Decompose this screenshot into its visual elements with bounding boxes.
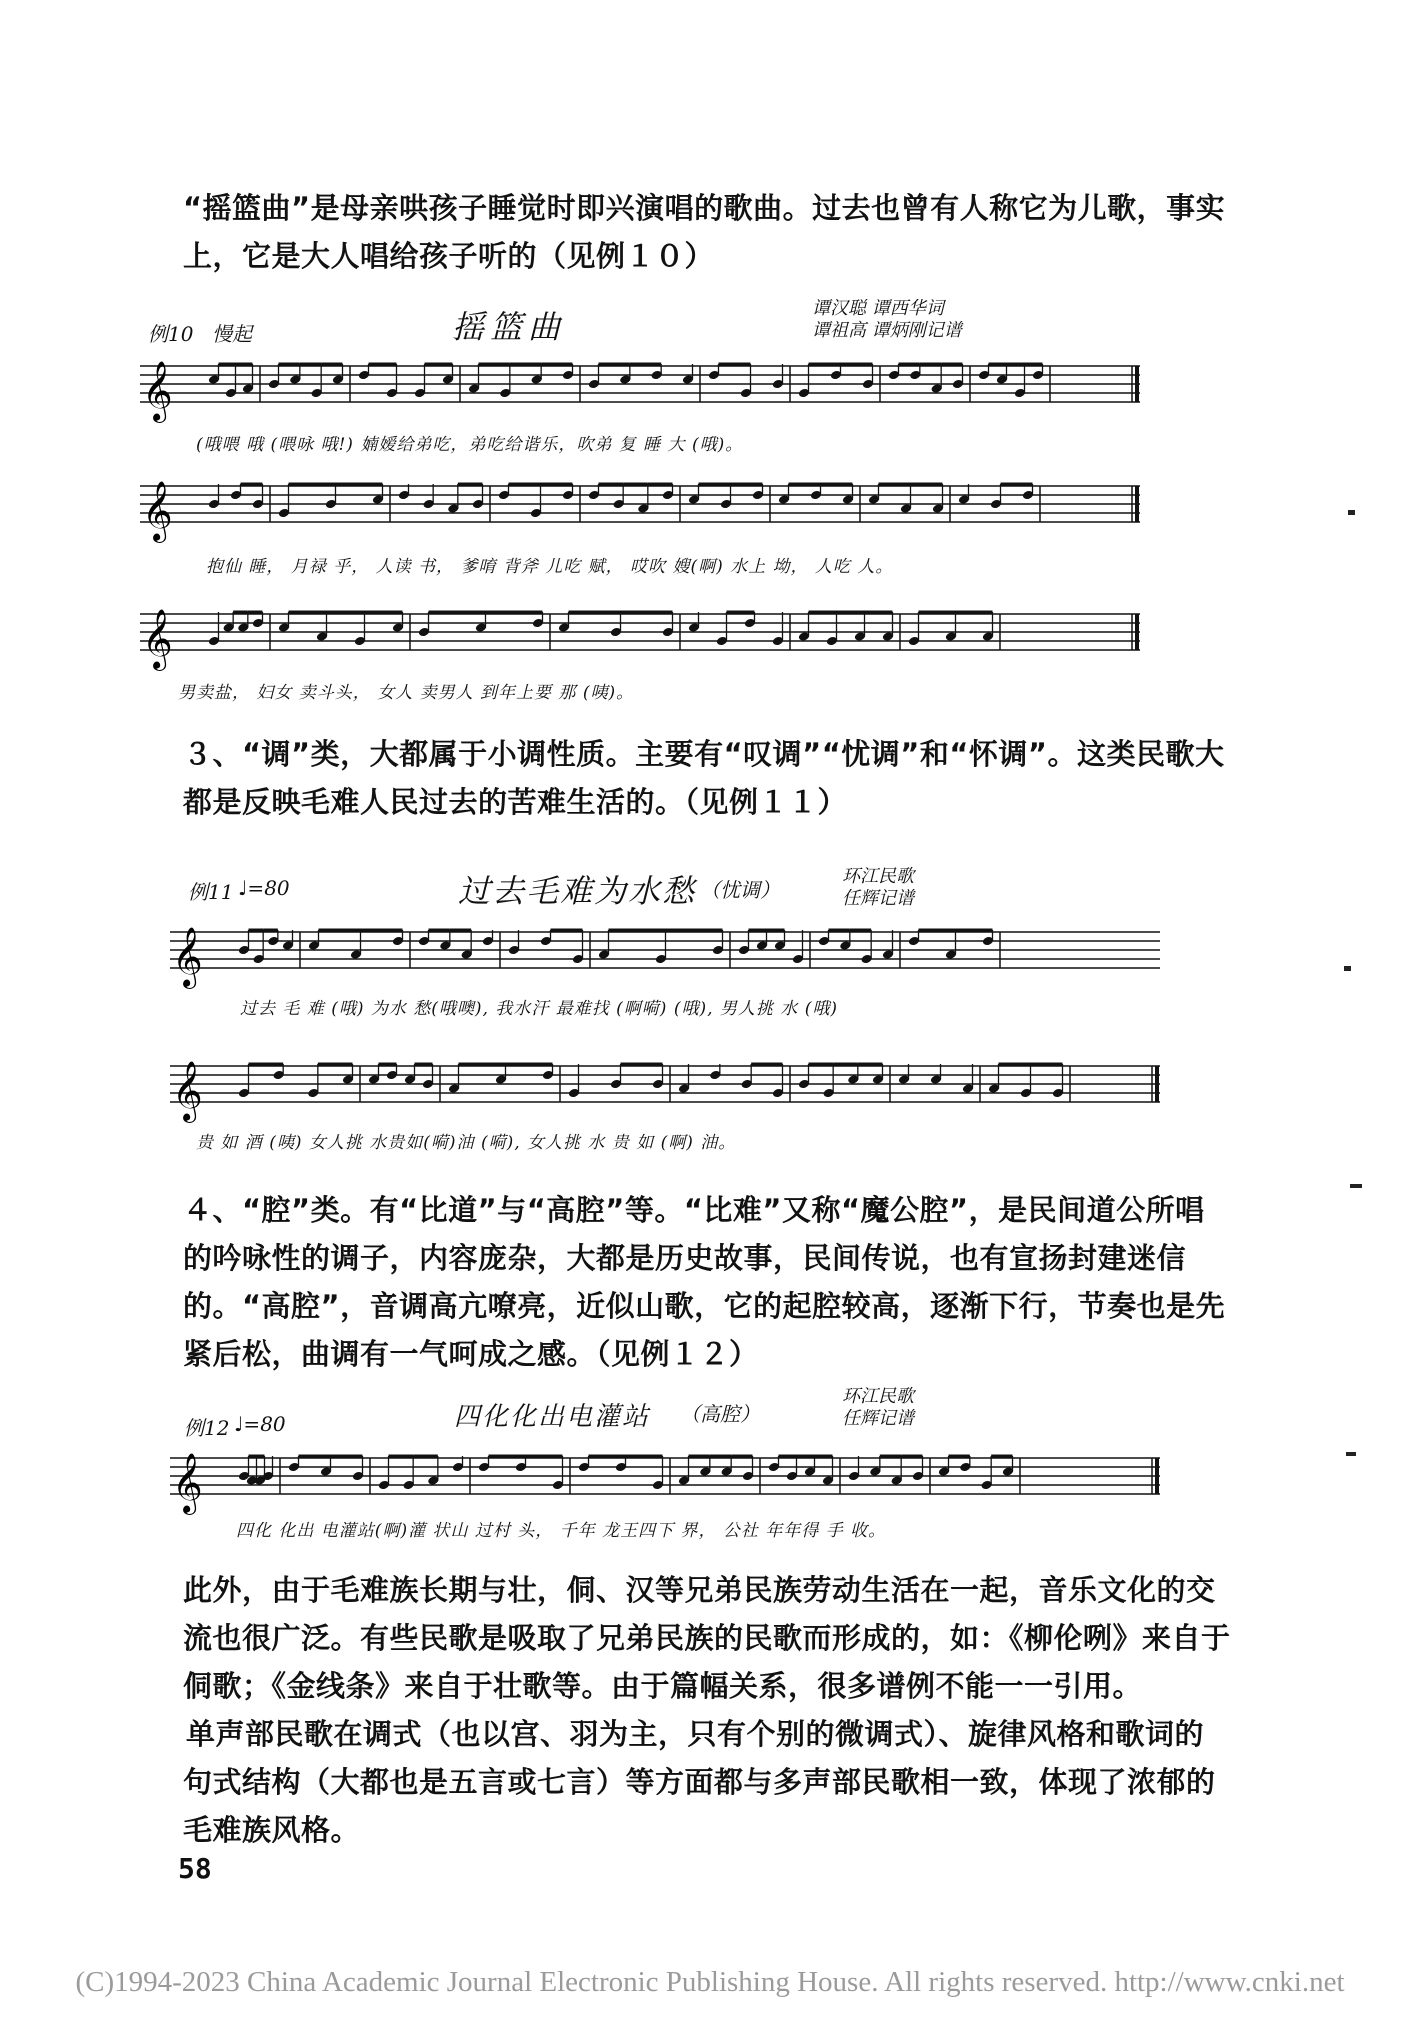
- music-staff: [140, 352, 1140, 422]
- scan-speck: [1346, 1452, 1356, 1456]
- paragraph-cultural-exchange: 此外，由于毛难族长期与壮，侗、汉等兄弟民族劳动生活在一起，音乐文化的交流也很广泛。有些民歌是吸取了兄弟民族的民歌而形成的，如：《柳伦咧》来自于侗歌；《金线条》来自于壮歌等。由于篇幅关系，很多谱例不能一一引用。: [183, 1573, 1231, 1703]
- tempo-marking: ♩=80: [234, 1412, 286, 1436]
- song-credit-transcriber: 任辉记谱: [842, 1408, 914, 1429]
- music-staff: [170, 918, 1160, 988]
- example-label: 例10: [148, 322, 194, 346]
- paragraph-monophonic-songs: 单声部民歌在调式（也以宫、羽为主，只有个别的微调式）、旋律风格和歌词的句式结构（大都也是五言或七言）等方面都与多声部民歌相一致，体现了浓郁的毛难族风格。: [183, 1717, 1216, 1847]
- treble-clef-icon: 𝄞: [172, 927, 203, 987]
- treble-clef-icon: 𝄞: [172, 1061, 203, 1121]
- song-credit-origin: 环江民歌: [842, 866, 914, 887]
- example-label: 例12: [184, 1416, 230, 1440]
- lyrics-line: 四化 化出 电灌站(啊)灌 状山 过村 头， 千年 龙王四下 界， 公社 年年得 手 收。: [236, 1521, 887, 1541]
- song-title: 摇篮曲: [452, 308, 567, 346]
- song-credit-transcriber: 任辉记谱: [842, 888, 914, 909]
- paragraph-qiang-category: ４、“腔”类。有“比道”与“高腔”等。“比难”又称“魔公腔”，是民间道公所唱的吟咏性的调子，内容庞杂，大都是历史故事，民间传说，也有宣扬封建迷信的。“高腔”，音调高亢嘹亮，近似山歌，它的起腔较高，逐渐下行，节奏也是先紧后松，曲调有一气呵成之感。（见例１２）: [183, 1193, 1226, 1371]
- paragraph-lullaby: “摇篮曲”是母亲哄孩子睡觉时即兴演唱的歌曲。过去也曾有人称它为儿歌，事实上，它是大人唱给孩子听的（见例１０）: [183, 191, 1226, 273]
- music-staff: [140, 472, 1140, 542]
- lyrics-line: 贵 如 酒 (咦) 女人挑 水贵如(嗬)油 (嗬), 女人挑 水 贵 如 (啊) 油。: [196, 1133, 737, 1153]
- song-title: 过去毛难为水愁: [458, 872, 697, 910]
- song-credit-origin: 环江民歌: [842, 1386, 914, 1407]
- song-credit-lyricist: 谭汉聪 谭西华词: [812, 298, 944, 319]
- treble-clef-icon: 𝄞: [142, 481, 173, 541]
- music-staff: [140, 600, 1140, 670]
- copyright-footer: (C)1994-2023 China Academic Journal Electronic Publishing House. All rights reserved. http://www.cnki.net: [75, 1966, 1345, 1998]
- lyrics-line: (哦喂 哦 (喂咏 哦!) 婻嫒给弟吃，弟吃给谐乐，吹弟 复 睡 大 (哦)。: [196, 435, 744, 455]
- tempo-marking: ♩=80: [238, 876, 290, 900]
- paragraph-diao-category: ３、“调”类，大都属于小调性质。主要有“叹调”“忧调”和“怀调”。这类民歌大都是反映毛难人民过去的苦难生活的。（见例１１）: [183, 737, 1225, 819]
- example-label: 例11: [188, 880, 234, 904]
- lyrics-line: 过去 毛 难 (哦) 为水 愁(哦噢), 我水汗 最难找 (啊嗬) (哦), 男人挑 水 (哦): [240, 999, 838, 1019]
- treble-clef-icon: 𝄞: [142, 361, 173, 421]
- song-subtitle: （忧调）: [700, 878, 780, 902]
- page-number: 58: [178, 1852, 212, 1885]
- song-title: 四化化出电灌站: [454, 1402, 651, 1432]
- tempo-marking: 慢起: [212, 322, 252, 346]
- song-subtitle: （高腔）: [680, 1402, 760, 1426]
- treble-clef-icon: 𝄞: [142, 609, 173, 669]
- music-staff: [170, 1052, 1160, 1122]
- scan-speck: [1348, 510, 1355, 515]
- lyrics-line: 抱仙 睡， 月禄 乎， 人读 书， 爹唷 背斧 儿吃 赋， 哎吹 嫂(啊) 水上 坳， 人吃 人。: [206, 557, 894, 577]
- treble-clef-icon: 𝄞: [172, 1453, 203, 1513]
- music-staff: [170, 1444, 1160, 1514]
- song-credit-transcriber: 谭祖高 谭炳刚记谱: [812, 320, 962, 341]
- scan-speck: [1350, 1184, 1362, 1188]
- lyrics-line: 男卖盐， 妇女 卖斗头， 女人 卖男人 到年上要 那 (咦)。: [178, 683, 635, 703]
- scan-speck: [1344, 966, 1351, 971]
